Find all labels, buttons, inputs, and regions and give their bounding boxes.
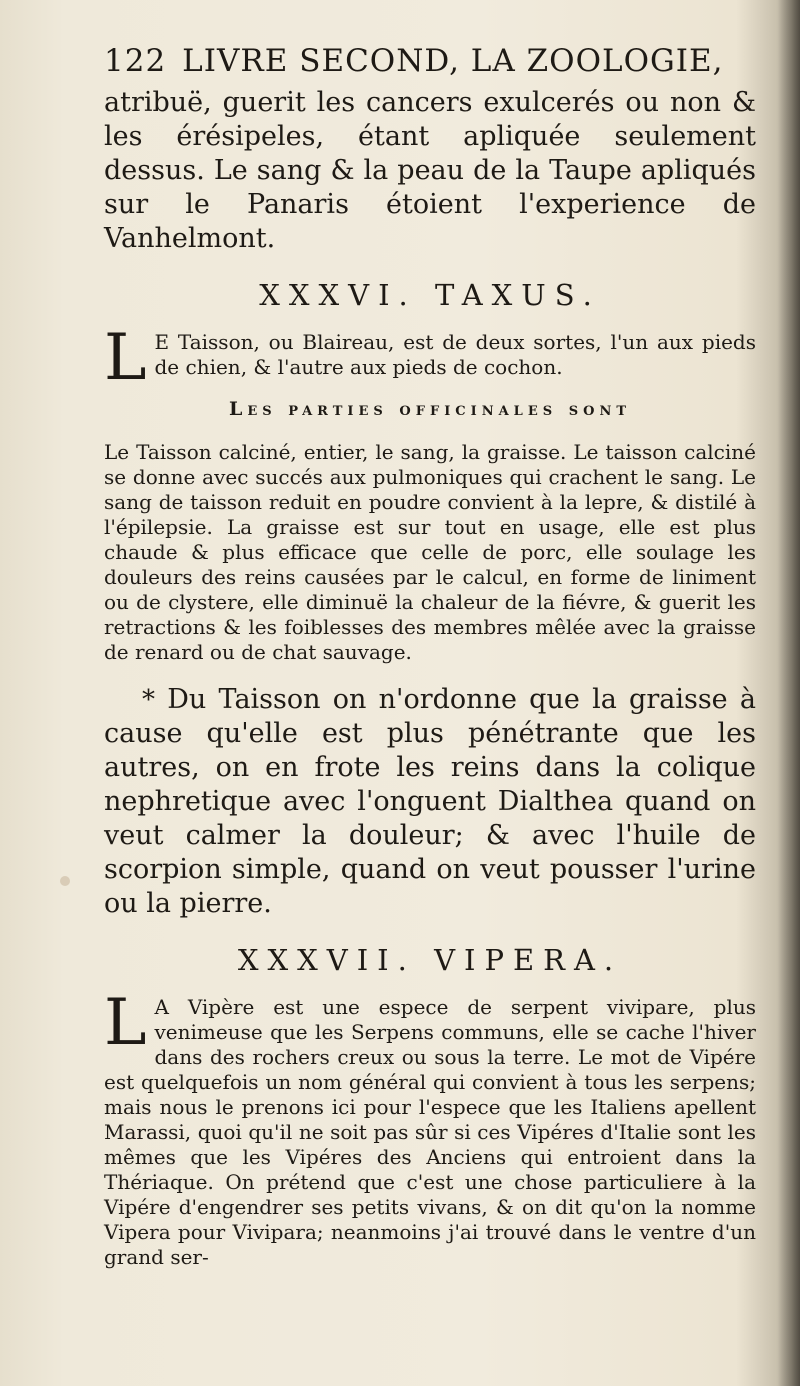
drop-cap: L	[104, 321, 147, 395]
running-title: LIVRE SECOND, LA ZOOLOGIE,	[182, 43, 724, 79]
taxus-opening-text: E Taisson, ou Blaireau, est de deux sortes, l'un aux pieds de chien, & l'autre aux pieds de cochon.	[154, 330, 756, 379]
running-head	[104, 36, 756, 86]
vipera-paragraph	[104, 986, 756, 1270]
drop-cap: L	[104, 986, 147, 1060]
section-heading-taxus: XXXVI. TAXUS.	[259, 278, 601, 312]
taxus-note-paragraph	[104, 683, 756, 921]
taxus-note-text: Du Taisson on n'ordonne que la graisse à cause qu'elle est plus pénétrante que les autres, on en frote les reins dans la colique nephretique avec l'onguent Dialthea quand on veut calmer la douleur; & avec l'huile de scorpion simple, quand on veut pousser l'urine ou la pierre.	[104, 684, 756, 919]
section-heading-vipera: XXXVII. VIPERA.	[237, 943, 623, 977]
note-asterisk: *	[142, 685, 155, 715]
taxus-opening-paragraph	[104, 321, 756, 395]
paper-stain	[60, 876, 70, 886]
vipera-text: A Vipère est une espece de serpent vivipare, plus venimeuse que les Serpens communs, elle se cache l'hiver dans des rochers creux ou sous la terre. Le mot de Vipére est quelquefois un nom général qui convient à tous les serpens; mais nous le prenons ici pour l'espece que les Italiens apellent Marassi, quoi qu'il ne soit pas sûr si ces Vipéres d'Italie sont les mêmes que les Vipéres des Anciens qui entroient dans la Thériaque. On prétend que c'est une chose particuliere à la Vipére d'engendrer ses petits vivans, & on dit qu'on la nomme Vipera pour Vivipara; neanmoins j'ai trouvé dans le ventre d'un grand ser-	[104, 995, 756, 1269]
officinal-parts-subheading: Les parties officinales sont	[228, 398, 631, 420]
taxus-paragraph: Le Taisson calciné, entier, le sang, la graisse. Le taisson calciné se donne avec succés aux pulmoniques qui crachent le sang. Le sang de taisson reduit en poudre convient à la lepre, & distilé à l'épilepsie. La graisse est sur tout en usage, elle est plus chaude & plus efficace que celle de porc, elle soulage les douleurs des reins causées par le calcul, en forme de liniment ou de clystere, elle diminuë la chaleur de la fiévre, & guerit les retractions & les foiblesses des membres mêlée avec la graisse de renard ou de chat sauvage.	[104, 440, 756, 664]
intro-paragraph: atribuë, guerit les cancers exulcerés ou non & les érésipeles, étant apliquée seulement dessus. Le sang & la peau de la Taupe apliqués sur le Panaris étoient l'experience de Vanhelmont.	[104, 87, 756, 254]
page-number: 122	[104, 43, 167, 79]
text-block	[104, 36, 756, 1270]
page-edge-shadow	[778, 0, 800, 1386]
